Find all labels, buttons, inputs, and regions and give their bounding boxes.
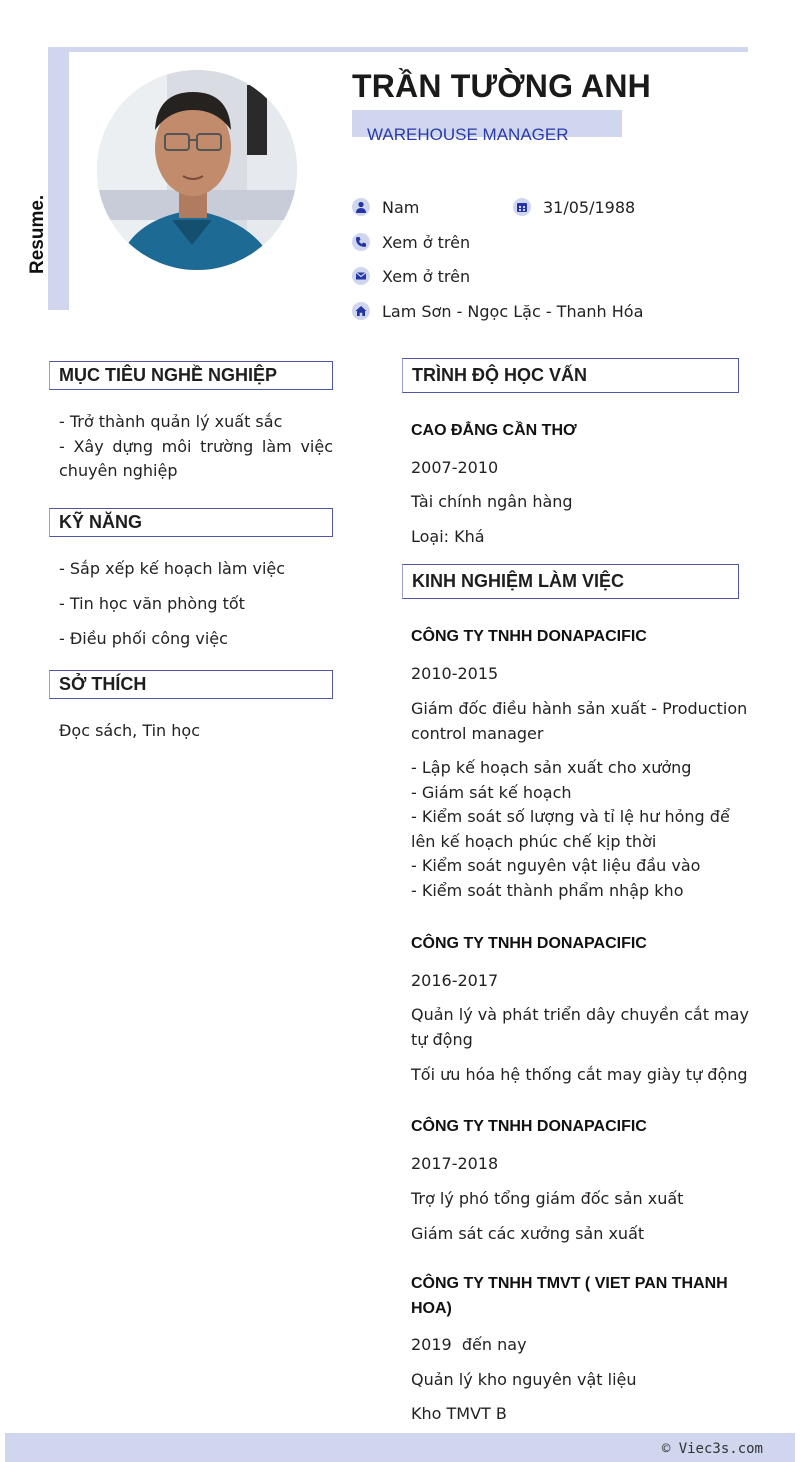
gender-row <box>352 196 419 218</box>
mail-icon <box>352 267 370 285</box>
job-detail-line: - Kiểm soát nguyên vật liệu đầu vào <box>411 856 701 875</box>
hobbies-heading: SỞ THÍCH <box>49 670 333 699</box>
job-role: Trợ lý phó tổng giám đốc sản xuất <box>411 1189 684 1208</box>
job-detail-line: - Kiểm soát số lượng và tỉ lệ hư hỏng để lên kế hoạch phúc chế kịp thời <box>411 807 730 851</box>
job-period: 2016-2017 <box>411 971 499 990</box>
skill-item: - Sắp xếp kế hoạch làm việc <box>59 559 286 578</box>
side-accent-bar <box>48 47 69 310</box>
birthday-row <box>513 196 635 218</box>
profile-photo <box>97 70 297 270</box>
job-detail-line: Tối ưu hóa hệ thống cắt may giày tự động <box>411 1065 748 1084</box>
job-period: 2019 đến nay <box>411 1335 527 1354</box>
job-period: 2010-2015 <box>411 664 499 683</box>
objective-heading: MỤC TIÊU NGHỀ NGHIỆP <box>49 361 333 390</box>
job-company: CÔNG TY TNHH TMVT ( VIET PAN THANH HOA) <box>411 1275 728 1317</box>
skills-heading: KỸ NĂNG <box>49 508 333 537</box>
education-grade: Loại: Khá <box>411 527 485 546</box>
job-role: Giám đốc điều hành sản xuất - Production control manager <box>411 699 748 743</box>
avatar <box>97 70 297 270</box>
header-rule <box>48 47 748 52</box>
home-icon <box>352 302 370 320</box>
job-company: CÔNG TY TNHH DONAPACIFIC <box>411 1118 647 1135</box>
job-detail-line: - Lập kế hoạch sản xuất cho xưởng <box>411 758 692 777</box>
objective-line: - Xây dựng môi trường làm việc chuyên nghiệp <box>59 436 333 480</box>
skill-item: - Điều phối công việc <box>59 629 228 648</box>
experience-heading: KINH NGHIỆM LÀM VIỆC <box>402 564 739 599</box>
phone-row <box>352 231 470 253</box>
objective-line: - Trở thành quản lý xuất sắc <box>59 412 283 431</box>
job-detail-line: Giám sát các xưởng sản xuất <box>411 1224 645 1243</box>
job-detail-line: - Kiểm soát thành phẩm nhập kho <box>411 880 684 900</box>
job-company: CÔNG TY TNHH DONAPACIFIC <box>411 935 647 952</box>
resume-tag: Resume. <box>27 194 48 274</box>
objective-content <box>59 410 333 484</box>
job-details <box>411 756 751 903</box>
calendar-icon <box>513 198 531 216</box>
address-value: Lam Sơn - Ngọc Lặc - Thanh Hóa <box>382 301 644 321</box>
job-role: Quản lý và phát triển dây chuyền cắt may tự động <box>411 1005 749 1049</box>
skill-item: - Tin học văn phòng tốt <box>59 594 245 613</box>
school-name: CAO ĐẲNG CẦN THƠ <box>411 422 577 439</box>
phone-icon <box>352 233 370 251</box>
email-row <box>352 265 470 287</box>
education-period: 2007-2010 <box>411 458 499 477</box>
education-heading: TRÌNH ĐỘ HỌC VẤN <box>402 358 739 393</box>
candidate-name: TRẦN TƯỜNG ANH <box>352 68 651 104</box>
education-major: Tài chính ngân hàng <box>411 492 573 511</box>
job-company: CÔNG TY TNHH DONAPACIFIC <box>411 628 647 645</box>
phone-value: Xem ở trên <box>382 232 471 252</box>
birthday-value: 31/05/1988 <box>543 197 636 217</box>
hobbies-text: Đọc sách, Tin học <box>59 721 200 740</box>
job-title: WAREHOUSE MANAGER <box>367 125 569 144</box>
email-value: Xem ở trên <box>382 266 471 286</box>
gender-value: Nam <box>382 197 420 217</box>
job-detail-line: - Giám sát kế hoạch <box>411 782 572 802</box>
job-role: Quản lý kho nguyên vật liệu <box>411 1370 637 1389</box>
person-icon <box>352 198 370 216</box>
job-period: 2017-2018 <box>411 1154 499 1173</box>
address-row <box>352 300 643 322</box>
job-detail-line: Kho TMVT B <box>411 1404 507 1423</box>
footer-credit: © Viec3s.com <box>661 1441 763 1457</box>
